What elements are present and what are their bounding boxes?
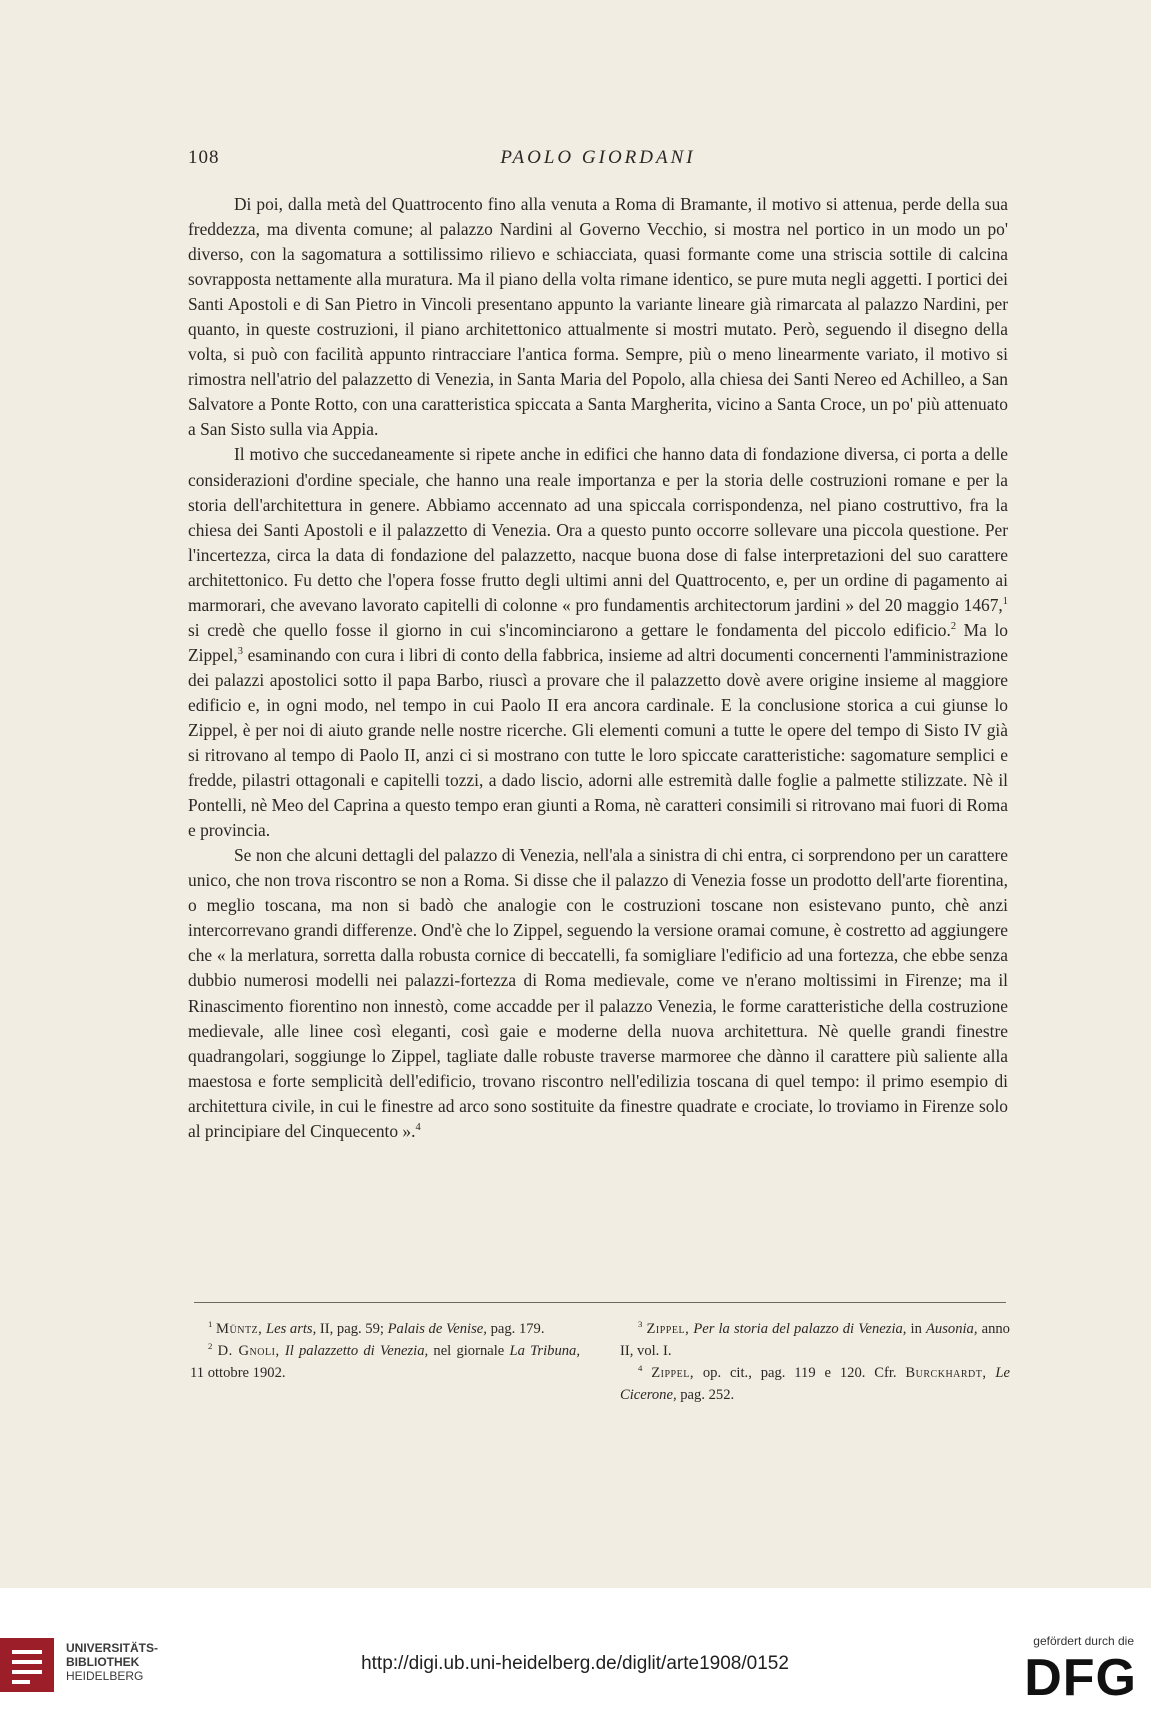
dfg-logo[interactable]: DFG: [1024, 1649, 1137, 1707]
page-number: 108: [188, 147, 220, 168]
footnote-4-number: 4: [638, 1363, 643, 1374]
paragraph-1-text: Di poi, dalla metà del Quattrocento fino alla venuta a Roma di Bramante, il motivo si attenua, perde della sua freddezza, ma diventa comune; al palazzo Nardini al Governo Vecchio, si mostra nel portico in un modo un po' diverso, con la sagomatura a sottilissimo rilievo e schiacciata, quasi formante come una striscia sottile di calcina sovrapposta nettamente alla muratura. Ma il piano della volta rimane identico, se pure muta negli aggetti. I portici dei Santi Apostoli e di San Pietro in Vincoli presentano appunto la variante lineare già rimarcata al palazzo Nardini, per quanto, in queste costruzioni, il piano architettonico attualmente si mostri mutato. Però, seguendo il disegno della volta, si può con facilità appunto rintracciare l'antica forma. Sempre, più o meno linearmente variato, il motivo si rimostra nell'atrio del palazzetto di Venezia, in Santa Maria del Popolo, alla chiesa dei Santi Nereo ed Achilleo, a San Salvatore a Ponte Rotto, con una caratteristica spiccata a Santa Margherita, vicino a Santa Croce, un po' più attenuato a San Sisto sulla via Appia.: [188, 194, 1008, 440]
paragraph-2-text-a: Il motivo che succedaneamente si ripete anche in edifici che hanno data di fondazione diversa, ci porta a delle considerazioni d'ordine speciale, che hanno una reale importanza e per la storia delle costruzioni romane e per la storia dell'architettura in genere. Abbiamo accennato ad una spiccala corrispondenza, nel piano costruttivo, fra la chiesa dei Santi Apostoli e il palazzetto di Venezia. Ora a questo punto occorre sollevare una piccola questione. Per l'incertezza, circa la data di fondazione del palazzetto, nacque buona dose di false interpretazioni del suo carattere architettonico. Fu detto che l'opera fosse frutto degli ultimi anni del Quattrocento, e, per un ordine di pagamento ai marmorari, che avevano lavorato capitelli di colonne « pro fundamentis architectorum jardini » del 20 maggio 1467,: [188, 444, 1008, 615]
footnote-1-mid: II, pag. 59;: [316, 1321, 388, 1337]
library-name[interactable]: [66, 1641, 186, 1683]
funding-label: gefördert durch die: [1033, 1634, 1134, 1648]
footnotes-left-column: [190, 1318, 580, 1384]
logo-stripe: [12, 1650, 42, 1654]
running-head: PAOLO GIORDANI: [500, 147, 696, 168]
body-text: [188, 192, 1008, 1144]
footnote-2-author: D. Gnoli,: [217, 1343, 280, 1359]
footnote-1: [190, 1318, 580, 1340]
footnote-4-title: Le Cicerone,: [620, 1365, 1010, 1403]
logo-stripe: [12, 1660, 42, 1664]
footnote-2-title: Il palazzetto di Venezia,: [284, 1343, 429, 1359]
university-library-logo-icon[interactable]: [0, 1638, 54, 1692]
footnote-3-title-2: Ausonia,: [926, 1321, 978, 1337]
paragraph-3-text: Se non che alcuni dettagli del palazzo di Venezia, nell'ala a sinistra di chi entra, ci sorprendono per un carattere unico, che non trova riscontro se non a Roma. Si disse che il palazzo di Venezia fosse un prodotto dell'arte fiorentina, o meglio toscana, ma non si badò che analogie con le costruzioni toscane non esistevano punto, chè anzi intercorrevano grandi differenze. Ond'è che lo Zippel, seguendo la versione oramai comune, è costretto ad aggiungere che « la merlatura, sorretta dalla robusta cornice di beccatelli, fa somigliare l'edificio ad una fortezza, che ebbe senza dubbio numerosi modelli nei palazzi-fortezza di Roma medievale, come ve n'erano moltissimi in Firenze; ma il Rinascimento fiorentino non innestò, come accadde per il palazzo Venezia, le forme caratteristiche della costruzione medievale, alle linee così eleganti, così gaie e moderne della nuova architettura. Nè quelle grandi finestre quadrangolari, soggiunge lo Zippel, tagliate dalle robuste traverse marmoree che dànno il carattere più saliente alla maestosa e forte semplicità dell'edificio, trovano riscontro nell'edilizia toscana di quel tempo: il primo esempio di architettura civile, in cui le finestre ad arco sono sostituite da finestre quadrate e crociate, lo troviamo in Firenze solo al principiare del Cinquecento ».: [188, 845, 1008, 1141]
page-header: [188, 147, 1008, 177]
footnote-ref-3[interactable]: 3: [237, 646, 243, 658]
footnote-2-mid: nel giornale: [428, 1343, 510, 1359]
footnote-1-author: Müntz,: [216, 1321, 263, 1337]
footnote-1-number: 1: [208, 1319, 213, 1330]
paragraph-2-text-b: si credè che quello fosse il giorno in cui s'incominciarono a gettare le fondamenta del piccolo edificio.: [188, 619, 951, 640]
footnote-4-rest: pag. 252.: [676, 1387, 735, 1403]
library-name-line-1: UNIVERSITÄTS-: [66, 1641, 159, 1655]
footnote-4-author: Zippel,: [651, 1365, 694, 1381]
footnote-3-author: Zippel,: [646, 1321, 690, 1337]
permalink-url[interactable]: http://digi.ub.uni-heidelberg.de/diglit/arte1908/0152: [361, 1653, 789, 1674]
footnote-4-mid: op. cit., pag. 119 e 120. Cfr.: [693, 1365, 906, 1381]
footnote-3-title: Per la storia del palazzo di Venezia,: [693, 1321, 907, 1337]
paragraph-1: [188, 192, 1008, 442]
footnote-3-mid: in: [906, 1321, 927, 1337]
footnote-1-rest: pag. 179.: [486, 1321, 545, 1337]
footnote-3-number: 3: [638, 1319, 643, 1330]
footnote-2: [190, 1340, 580, 1384]
logo-stripe: [12, 1670, 42, 1674]
footnote-1-title-2: Palais de Venise,: [387, 1321, 487, 1337]
library-name-line-3: HEIDELBERG: [66, 1669, 144, 1683]
paragraph-2-text-d: esaminando con cura i libri di conto della fabbrica, insieme ad altri documenti concernenti l'amministrazione dei palazzi apostolici sotto il papa Barbo, riuscì a provare che il palazzetto dovè avere origine insieme al maggiore edificio e, in ogni modo, nel tempo in cui Paolo II era ancora cardinale. E la conclusione storica a cui giunse lo Zippel, è per noi di aiuto grande nelle nostre ricerche. Gli elementi comuni a tutte le opere del tempo di Sisto IV già si ritrovano al tempo di Paolo II, anzi ci si mostrano con tutte le loro spiccate caratteristiche: sagomature semplici e fredde, pilastri ottagonali e capitelli tozzi, a dado liscio, adorni alle estremità dalle foglie a palmette stilizzate. Nè il Pontelli, nè Meo del Caprina a questo tempo eran giunti a Roma, nè caratteri consimili si ritrovano mai fuori di Roma e provincia.: [188, 644, 1008, 841]
logo-stripe: [12, 1680, 30, 1684]
footnote-ref-1[interactable]: 1: [1002, 595, 1008, 607]
footnote-3: [620, 1318, 1010, 1362]
footnote-3-rest: anno II, vol. I.: [620, 1321, 1010, 1359]
footnote-2-number: 2: [208, 1341, 213, 1352]
paragraph-2: [188, 442, 1008, 843]
paragraph-2-text-c: Ma lo Zippel,: [188, 619, 1008, 665]
paragraph-3: [188, 843, 1008, 1144]
footnote-ref-4[interactable]: 4: [415, 1121, 421, 1133]
footnote-divider: [194, 1302, 1006, 1303]
footnote-2-title-2: La Tribuna,: [509, 1343, 580, 1359]
footnotes-right-column: [620, 1318, 1010, 1406]
footnote-2-rest: 11 ottobre 1902.: [190, 1365, 286, 1381]
footnote-ref-2[interactable]: 2: [950, 621, 957, 632]
footnote-4-author-2: Burckhardt,: [905, 1365, 987, 1381]
footnote-1-title: Les arts,: [265, 1321, 317, 1337]
library-name-line-2: BIBLIOTHEK: [66, 1655, 140, 1669]
footnote-4: [620, 1362, 1010, 1406]
